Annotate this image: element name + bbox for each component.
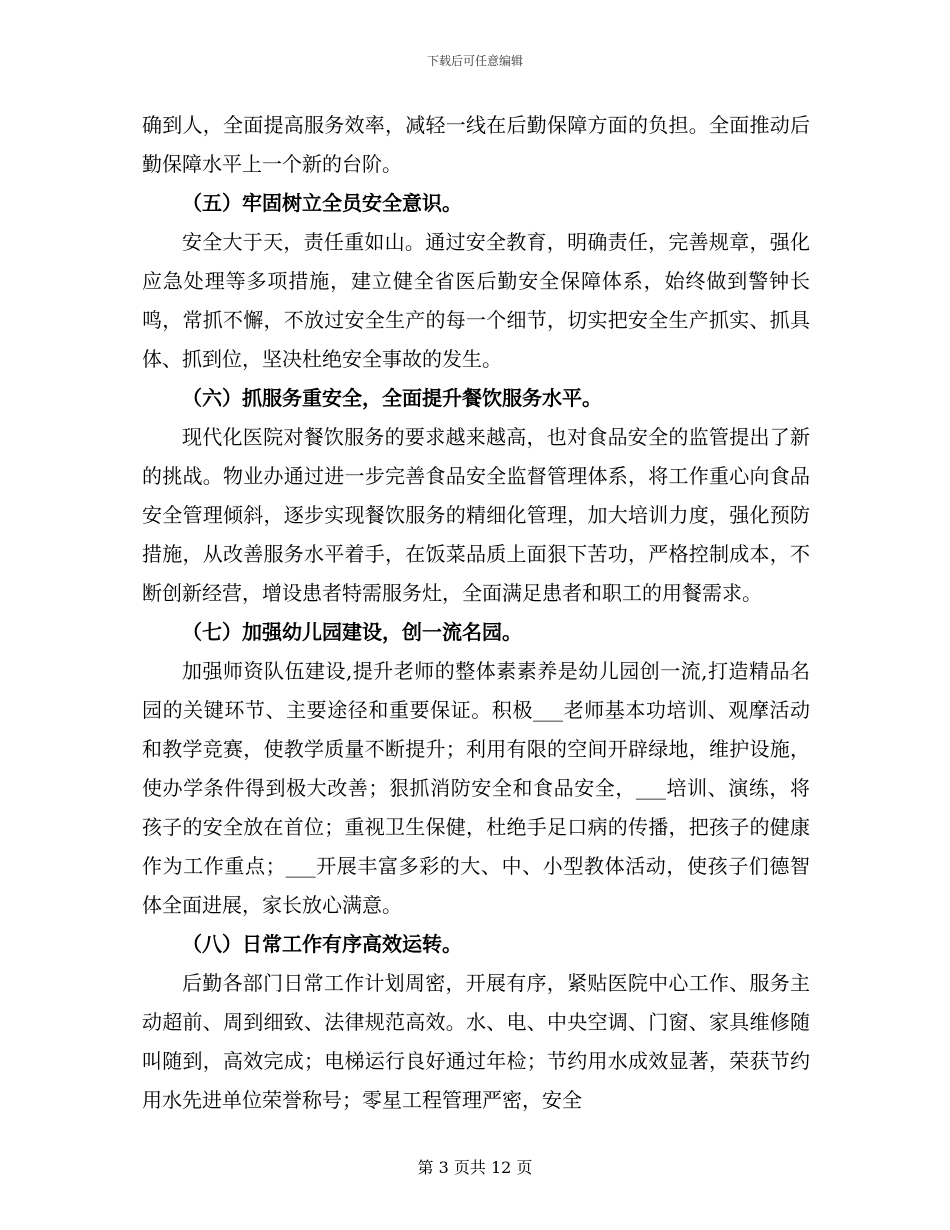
- paragraph-section-5: 安全大于天，责任重如山。通过安全教育，明确责任，完善规章，强化应急处理等多项措施，建立健全省医后勤安全保障体系，始终做到警钟长鸣，常抓不懈，不放过安全生产的每一个细节，切实把安全生产抓实、抓具体、抓到位，坚决杜绝安全事故的发生。: [142, 230, 810, 371]
- section-heading-7: （七）加强幼儿园建设，创一流名园。: [182, 620, 522, 644]
- paragraph-section-7: 加强师资队伍建设,提升老师的整体素素养是幼儿园创一流,打造精品名园的关键环节、主要途径和重要保证。积极___老师基本功培训、观摩活动和教学竞赛，使教学质量不断提升；利用有限的空间开辟绿地，维护设施，使办学条件得到极大改善；狠抓消防安全和食品安全，___培训、演练，将孩子的安全放在首位；重视卫生保健，杜绝手足口病的传播，把孩子的健康作为工作重点；___开展丰富多彩的大、中、小型教体活动，使孩子们德智体全面进展，家长放心满意。: [142, 659, 810, 917]
- page-footer: 第 3 页共 12 页: [417, 1158, 533, 1177]
- section-heading-8: （八）日常工作有序高效运转。: [182, 932, 462, 956]
- document-body: [142, 106, 810, 1120]
- page-header: 下载后可任意编辑: [426, 54, 523, 68]
- paragraph-section-8: 后勤各部门日常工作计划周密，开展有序，紧贴医院中心工作、服务主动超前、周到细致、法律规范高效。水、电、中央空调、门窗、家具维修随叫随到，高效完成；电梯运行良好通过年检；节约用水成效显著，荣获节约用水先进单位荣誉称号；零星工程管理严密，安全: [142, 971, 810, 1112]
- section-heading-6: （六）抓服务重安全，全面提升餐饮服务水平。: [182, 386, 602, 410]
- paragraph-section-6: 现代化医院对餐饮服务的要求越来越高，也对食品安全的监管提出了新的挑战。物业办通过进一步完善食品安全监督管理体系，将工作重心向食品安全管理倾斜，逐步实现餐饮服务的精细化管理，加大培训力度，强化预防措施，从改善服务水平着手，在饭菜品质上面狠下苦功，严格控制成本，不断创新经营，增设患者特需服务灶，全面满足患者和职工的用餐需求。: [142, 425, 810, 605]
- paragraph-continued: 确到人，全面提高服务效率，减轻一线在后勤保障方面的负担。全面推动后勤保障水平上一个新的台阶。: [142, 113, 810, 176]
- section-heading-5: （五）牢固树立全员安全意识。: [182, 191, 462, 215]
